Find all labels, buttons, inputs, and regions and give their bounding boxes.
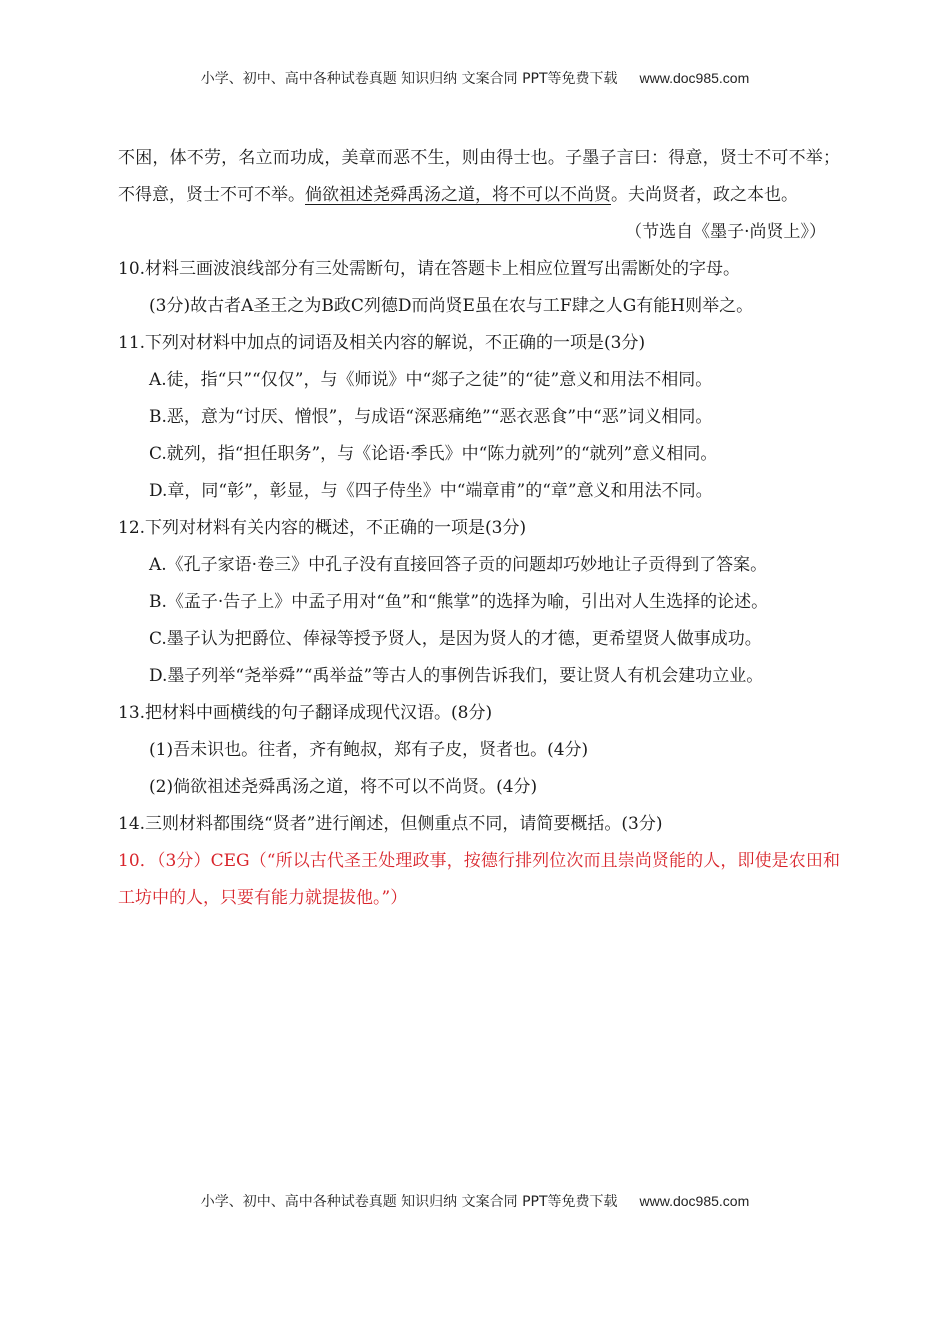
underlined-sentence: 倘欲祖述尧舜禹汤之道，将不可以不尚贤: [305, 185, 611, 205]
passage-text: [118, 140, 840, 214]
passage-before: 不困，体不劳，名立而功成，美章而恶不生，则由得士也。子墨子言曰：得意，贤士不可不举；不得意，贤士不可不举。: [118, 148, 840, 205]
question-11-option-b: B.恶，意为“讨厌、憎恨”，与成语“深恶痛绝”“恶衣恶食”中“恶”词义相同。: [149, 407, 713, 427]
question-11-stem: 11.下列对材料中加点的词语及相关内容的解说，不正确的一项是(3分): [118, 333, 646, 353]
page-content: [118, 140, 840, 917]
question-10-body: (3分)故古者A圣王之为B政C列德D而尚贤E虽在农与工F肆之人G有能H则举之。: [149, 296, 754, 316]
question-10-stem: 10.材料三画波浪线部分有三处需断句，请在答题卡上相应位置写出需断处的字母。: [118, 259, 741, 279]
footer-text: 小学、初中、高中各种试卷真题 知识归纳 文案合同 PPT等免费下载: [200, 1194, 618, 1210]
page-footer: [0, 1191, 950, 1211]
question-13-stem: 13.把材料中画横线的句子翻译成现代汉语。(8分): [118, 703, 493, 723]
passage-source: （节选自《墨子·尚贤上》）: [625, 222, 826, 242]
answer-10: 10．（3分）CEG（“所以古代圣王处理政事，按德行排列位次而且崇尚贤能的人，即使是农田和工坊中的人，只要有能力就提拔他。”）: [118, 851, 840, 908]
header-site: www.doc985.com: [639, 70, 750, 86]
question-12-stem: 12.下列对材料有关内容的概述，不正确的一项是(3分): [118, 518, 527, 538]
question-12-option-b: B.《孟子·告子上》中孟子用对“鱼”和“熊掌”的选择为喻，引出对人生选择的论述。: [149, 592, 769, 612]
question-12-option-d: D.墨子列举“尧举舜”“禹举益”等古人的事例告诉我们，要让贤人有机会建功立业。: [149, 666, 764, 686]
footer-site: www.doc985.com: [639, 1193, 750, 1209]
question-11-option-c: C.就列，指“担任职务”，与《论语·季氏》中“陈力就列”的“就列”意义相同。: [149, 444, 718, 464]
question-11-option-a: A.徒，指“只”“仅仅”，与《师说》中“郯子之徒”的“徒”意义和用法不相同。: [149, 370, 713, 390]
question-11-option-d: D.章，同“彰”，彰显，与《四子侍坐》中“端章甫”的“章”意义和用法不同。: [149, 481, 713, 501]
header-text: 小学、初中、高中各种试卷真题 知识归纳 文案合同 PPT等免费下载: [200, 71, 618, 87]
question-13-sentence-1: (1)吾未识也。往者，齐有鲍叔，郑有子皮，贤者也。(4分): [149, 740, 589, 760]
passage-after: 。夫尚贤者，政之本也。: [611, 185, 798, 205]
question-14-stem: 14.三则材料都围绕“贤者”进行阐述，但侧重点不同，请简要概括。(3分): [118, 814, 663, 834]
question-12-option-a: A.《孔子家语·卷三》中孔子没有直接回答子贡的问题却巧妙地让子贡得到了答案。: [149, 555, 768, 575]
question-13-sentence-2: (2)倘欲祖述尧舜禹汤之道，将不可以不尚贤。(4分): [149, 777, 538, 797]
question-12-option-c: C.墨子认为把爵位、俸禄等授予贤人，是因为贤人的才德，更希望贤人做事成功。: [149, 629, 762, 649]
page-header: [0, 68, 950, 88]
